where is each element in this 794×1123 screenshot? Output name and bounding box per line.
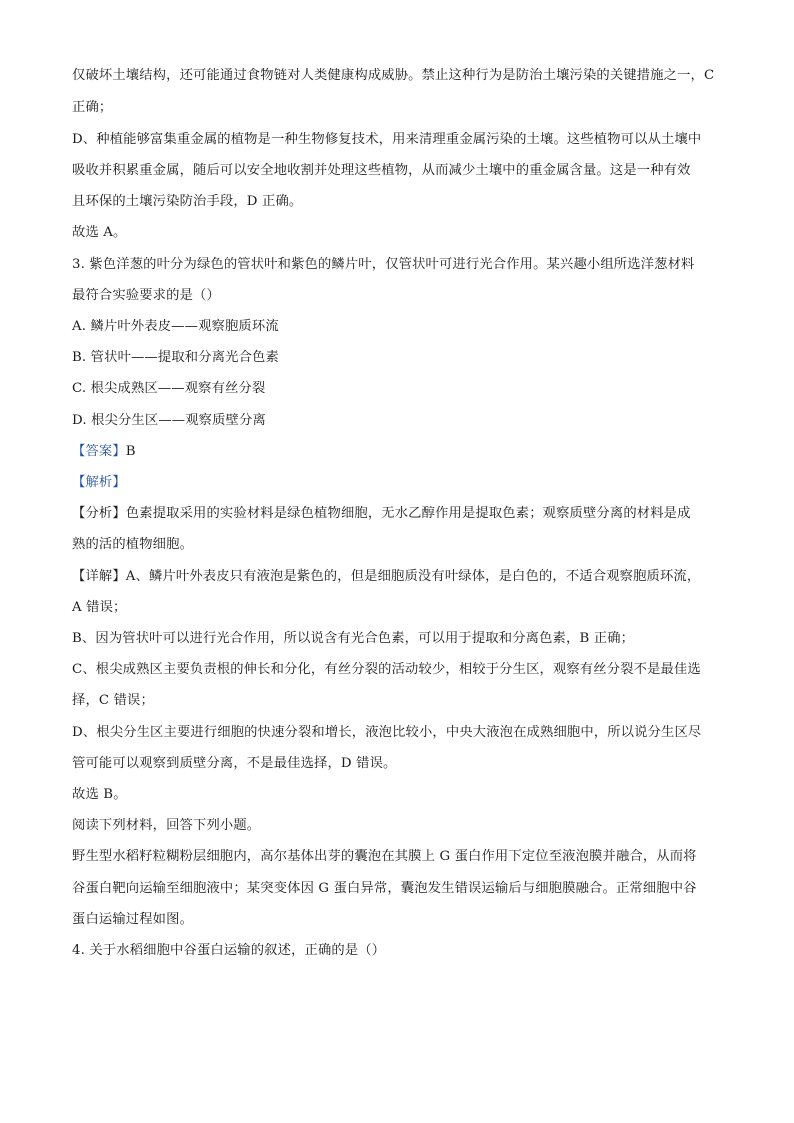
text-line: 熟的活的植物细胞。 xyxy=(72,537,194,552)
answer-value: B xyxy=(125,444,136,459)
option-c: C. 根尖成熟区——观察有丝分裂 xyxy=(72,381,266,396)
material-text: 野生型水稻籽粒糊粉层细胞内，高尔基体出芽的囊泡在其膜上 G 蛋白作用下定位至液泡膜并融合，从而将 xyxy=(72,849,697,864)
option-a: A. 鳞片叶外表皮——观察胞质环流 xyxy=(72,319,279,334)
answer-tag: 【答案】 xyxy=(72,444,126,459)
text-line: 故选 B。 xyxy=(72,787,127,802)
text-line: C、根尖成熟区主要负责根的伸长和分化，有丝分裂的活动较少，相较于分生区，观察有丝分裂不是最佳选 xyxy=(72,662,701,677)
xiangjie-tag: 【详解】 xyxy=(72,569,126,584)
material-text: 谷蛋白靶向运输至细胞液中；某突变体因 G 蛋白异常，囊泡发生错误运输后与细胞膜融合。正常细胞中谷 xyxy=(72,881,697,896)
fenxi-line xyxy=(72,504,732,524)
text-line: 管可能可以观察到质壁分离，不是最佳选择，D 错误。 xyxy=(72,756,397,771)
text-line: A 错误； xyxy=(72,600,127,615)
option-b: B. 管状叶——提取和分离光合色素 xyxy=(72,350,279,365)
text-line: D、根尖分生区主要进行细胞的快速分裂和增长，液泡比较小，中央大液泡在成熟细胞中，所以说分生区尽 xyxy=(72,725,702,740)
text-line: 仅破坏土壤结构，还可能通过食物链对人类健康构成威胁。禁止这种行为是防治土壤污染的关键措施之一，C xyxy=(72,68,715,83)
question-3-stem: 最符合实验要求的是（） xyxy=(72,288,220,303)
question-3-stem: 3. 紫色洋葱的叶分为绿色的管状叶和紫色的鳞片叶，仅管状叶可进行光合作用。某兴趣小组所选洋葱材料 xyxy=(72,257,695,272)
analysis-heading: 【解析】 xyxy=(72,475,126,490)
analysis-heading-line xyxy=(72,473,732,493)
answer-line xyxy=(72,442,732,462)
fenxi-tag: 【分析】 xyxy=(72,506,126,521)
text-line: B、因为管状叶可以进行光合作用，所以说含有光合色素，可以用于提取和分离色素，B 正确； xyxy=(72,631,635,646)
text-line: 吸收并积累重金属，随后可以安全地收割并处理这些植物，从而减少土壤中的重金属含量。这是一种有效 xyxy=(72,163,691,178)
text-line: 择，C 错误； xyxy=(72,693,154,708)
option-d: D. 根尖分生区——观察质壁分离 xyxy=(72,413,266,428)
text-line: D、种植能够富集重金属的植物是一种生物修复技术，用来清理重金属污染的土壤。这些植物可以从土壤中 xyxy=(72,132,702,147)
xiangjie-line xyxy=(72,567,732,587)
xiangjie-text: A、鳞片叶外表皮只有液泡是紫色的，但是细胞质没有叶绿体，是白色的，不适合观察胞质环流， xyxy=(125,569,701,584)
text-line: 阅读下列材料，回答下列小题。 xyxy=(72,818,261,833)
text-line: 正确； xyxy=(72,100,113,115)
fenxi-text: 色素提取采用的实验材料是绿色植物细胞，无水乙醇作用是提取色素；观察质壁分离的材料是成 xyxy=(125,506,691,521)
question-4-stem: 4. 关于水稻细胞中谷蛋白运输的叙述，正确的是（） xyxy=(72,943,386,958)
text-line: 故选 A。 xyxy=(72,225,127,240)
text-line: 且环保的土壤污染防治手段，D 正确。 xyxy=(72,194,303,209)
material-text: 蛋白运输过程如图。 xyxy=(72,912,194,927)
